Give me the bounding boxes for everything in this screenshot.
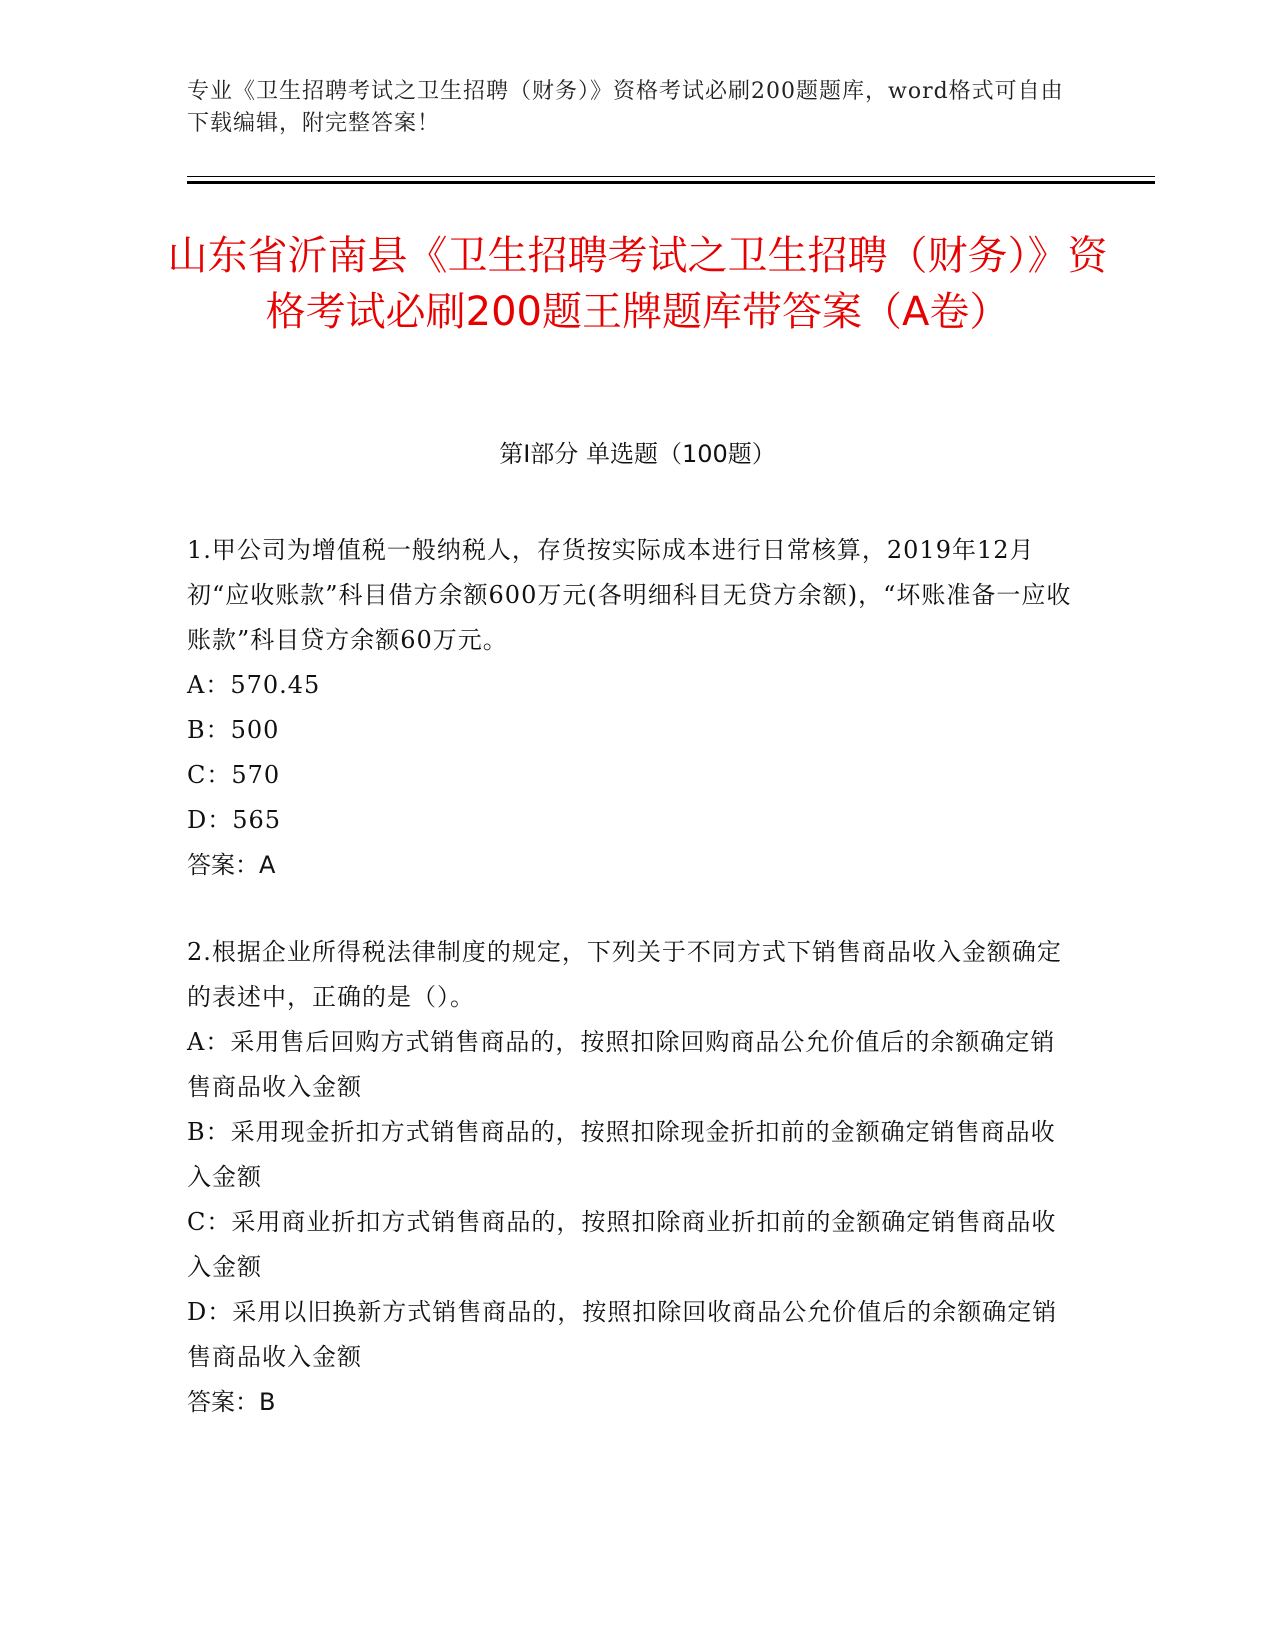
header-note: 专业《卫生招聘考试之卫生招聘（财务）》资格考试必刷200题题库，word格式可自由下载编辑，附完整答案！	[187, 79, 1064, 136]
option-d: D：采用以旧换新方式销售商品的，按照扣除回收商品公允价值后的余额确定销售商品收入金额	[187, 1298, 1058, 1371]
question-answer: 答案：B	[187, 1388, 276, 1416]
section-title: 第Ⅰ部分 单选题（100题）	[499, 440, 776, 468]
question-stem: 1.甲公司为增值税一般纳税人，存货按实际成本进行日常核算，2019年12月初“应收账款”科目借方余额600万元(各明细科目无贷方余额)，“坏账准备一应收账款”科目贷方余额60万元。	[187, 536, 1072, 654]
option-b: B：采用现金折扣方式销售商品的，按照扣除现金折扣前的金额确定销售商品收入金额	[187, 1118, 1056, 1191]
header-divider-thick	[187, 181, 1155, 184]
question-stem: 2.根据企业所得税法律制度的规定，下列关于不同方式下销售商品收入金额确定的表述中，正确的是（）。	[187, 938, 1062, 1011]
option-a: A：采用售后回购方式销售商品的，按照扣除回购商品公允价值后的余额确定销售商品收入金额	[187, 1028, 1056, 1101]
question-1	[187, 528, 1072, 888]
option-a: A：570.45	[187, 671, 321, 699]
option-b: B：500	[187, 716, 280, 744]
question-2	[187, 930, 1072, 1425]
option-d: D：565	[187, 806, 282, 834]
question-list	[187, 528, 1072, 1467]
header-divider-thin	[187, 176, 1155, 177]
option-c: C：采用商业折扣方式销售商品的，按照扣除商业折扣前的金额确定销售商品收入金额	[187, 1208, 1057, 1281]
option-c: C：570	[187, 761, 281, 789]
document-title: 山东省沂南县《卫生招聘考试之卫生招聘（财务）》资格考试必刷200题王牌题库带答案（A卷）	[167, 233, 1108, 335]
question-answer: 答案：A	[187, 851, 276, 879]
